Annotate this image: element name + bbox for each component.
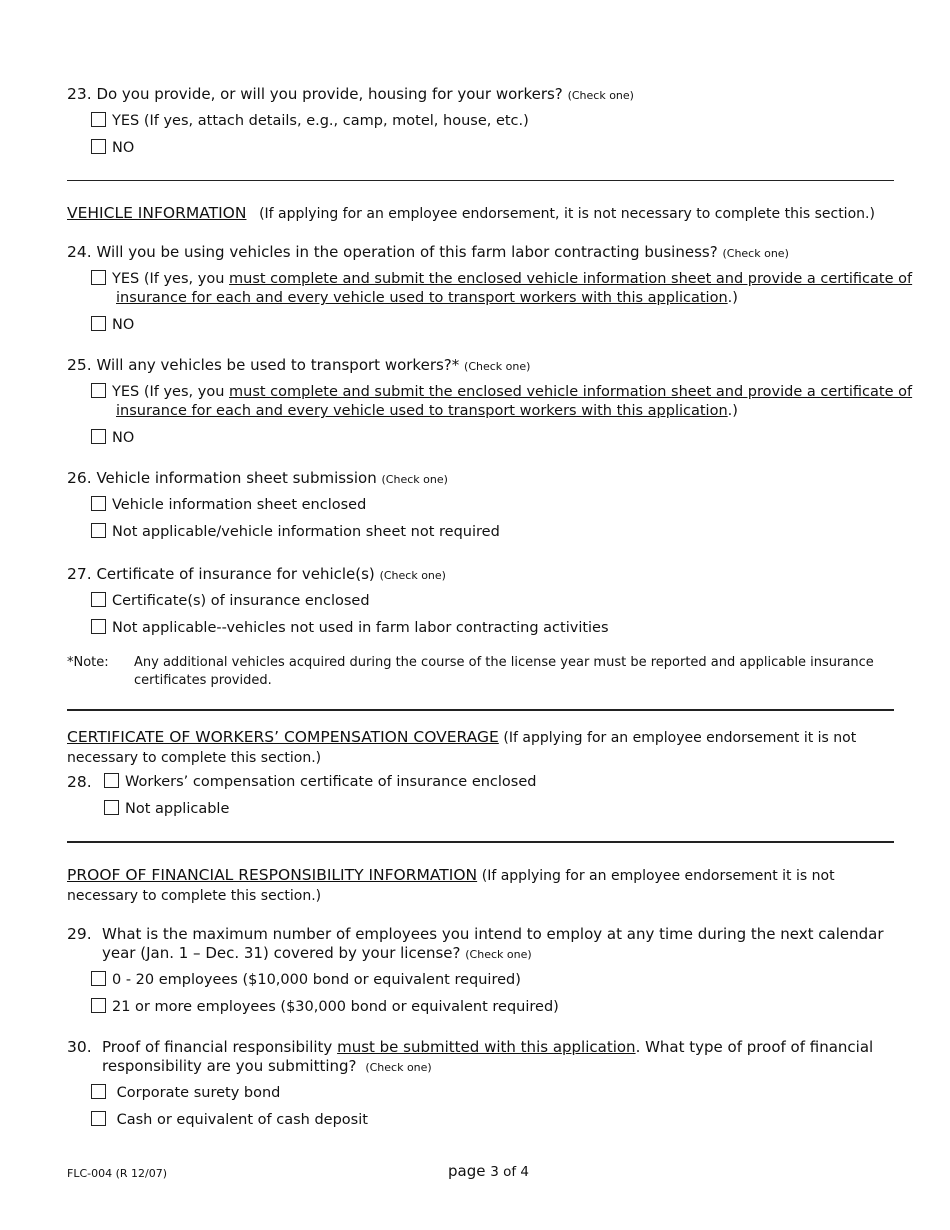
option-label: Certificate(s) of insurance enclosed xyxy=(112,593,370,609)
check-one-hint: (Check one) xyxy=(464,360,531,373)
question-24 xyxy=(67,243,894,263)
option-requirement: must complete and submit the enclosed vehicle information sheet and provide a certificate of insurance for each and every vehicle used to transport workers with this application xyxy=(116,271,913,306)
q27-option-not-applicable[interactable] xyxy=(91,619,894,638)
checkbox[interactable] xyxy=(91,592,106,607)
question-25 xyxy=(67,356,894,376)
option-label: YES (If yes, you xyxy=(112,384,230,400)
question-23 xyxy=(67,85,894,105)
page-number xyxy=(448,1162,529,1180)
divider xyxy=(67,709,894,711)
checkbox[interactable] xyxy=(91,496,106,511)
option-suffix: .) xyxy=(727,290,738,306)
check-one-hint: (Check one) xyxy=(381,473,448,486)
q23-option-no[interactable] xyxy=(91,139,894,158)
checkbox[interactable] xyxy=(91,971,106,986)
checkbox[interactable] xyxy=(91,429,106,444)
question-number: 23. xyxy=(67,85,92,103)
option-label: Corporate surety bond xyxy=(116,1085,281,1101)
section-heading: VEHICLE INFORMATION xyxy=(67,204,247,222)
section-subtitle: (If applying for an employee endorsement it is not necessary to complete this section.) xyxy=(67,868,835,904)
question-number: 28. xyxy=(67,773,92,791)
check-one-hint: (Check one) xyxy=(567,89,634,102)
note-text: Any additional vehicles acquired during the course of the license year must be reported and applicable insurance certificates provided. xyxy=(134,655,874,688)
question-27 xyxy=(67,565,894,585)
checkbox[interactable] xyxy=(104,773,119,788)
section-heading: PROOF OF FINANCIAL RESPONSIBILITY INFORMATION xyxy=(67,866,478,884)
question-number: 25. xyxy=(67,356,92,374)
checkbox[interactable] xyxy=(91,316,106,331)
option-label: Vehicle information sheet enclosed xyxy=(112,497,367,513)
question-number: 30. xyxy=(67,1038,92,1056)
checkbox[interactable] xyxy=(91,523,106,538)
section-subtitle: (If applying for an employee endorsement, it is not necessary to complete this section.) xyxy=(259,206,875,222)
option-requirement: must complete and submit the enclosed vehicle information sheet and provide a certificate of insurance for each and every vehicle used to transport workers with this application xyxy=(116,384,913,419)
divider xyxy=(67,841,894,843)
note-label: *Note: xyxy=(67,655,109,670)
q29-option-0-20[interactable] xyxy=(91,971,894,990)
checkbox[interactable] xyxy=(91,1084,106,1099)
question-number: 26. xyxy=(67,469,92,487)
option-label: YES (If yes, you xyxy=(112,271,230,287)
q24-option-yes[interactable] xyxy=(91,270,919,308)
question-text: Will you be using vehicles in the operation of this farm labor contracting business? xyxy=(96,243,718,261)
question-29 xyxy=(67,925,894,964)
option-label: Not applicable/vehicle information sheet not required xyxy=(112,524,500,540)
question-text: What is the maximum number of employees you intend to employ at any time during the next calendar year (Jan. 1 – Dec. 31) covered by your license? xyxy=(102,925,884,962)
option-label: Not applicable xyxy=(125,801,230,817)
checkbox[interactable] xyxy=(91,270,106,285)
section-heading: CERTIFICATE OF WORKERS’ COMPENSATION COVERAGE xyxy=(67,728,499,746)
question-requirement: must be submitted with this application xyxy=(337,1038,636,1056)
check-one-hint: (Check one) xyxy=(722,247,789,260)
financial-section-header xyxy=(67,865,894,906)
divider xyxy=(67,180,894,181)
question-text: Vehicle information sheet submission xyxy=(96,469,377,487)
vehicle-section-header xyxy=(67,204,894,222)
question-26 xyxy=(67,469,894,489)
option-label: 0 - 20 employees ($10,000 bond or equivalent required) xyxy=(112,972,521,988)
q30-option-surety-bond[interactable] xyxy=(91,1084,894,1103)
checkbox[interactable] xyxy=(91,998,106,1013)
question-30 xyxy=(67,1038,894,1077)
option-label: 21 or more employees ($30,000 bond or equivalent required) xyxy=(112,999,559,1015)
q26-option-not-applicable[interactable] xyxy=(91,523,894,542)
question-text: Do you provide, or will you provide, housing for your workers? xyxy=(96,85,563,103)
checkbox[interactable] xyxy=(91,1111,106,1126)
question-text: Will any vehicles be used to transport workers?* xyxy=(96,356,460,374)
q27-option-enclosed[interactable] xyxy=(91,592,894,611)
option-label: Workers’ compensation certificate of insurance enclosed xyxy=(125,774,537,790)
option-label: NO xyxy=(112,140,135,156)
question-text-end: . What type of proof of financial responsibility are you submitting? xyxy=(102,1038,874,1075)
vehicle-note xyxy=(67,654,894,690)
q24-option-no[interactable] xyxy=(91,316,894,335)
question-text: Certificate of insurance for vehicle(s) xyxy=(96,565,375,583)
q29-option-21-plus[interactable] xyxy=(91,998,894,1017)
q28-option-enclosed[interactable] xyxy=(104,773,907,792)
option-label: NO xyxy=(112,430,135,446)
q25-option-yes[interactable] xyxy=(91,383,919,421)
section-subtitle: (If applying for an employee endorsement it is not necessary to complete this section.) xyxy=(67,730,857,766)
check-one-hint: (Check one) xyxy=(379,569,446,582)
checkbox[interactable] xyxy=(91,619,106,634)
checkbox[interactable] xyxy=(91,112,106,127)
option-label: Not applicable--vehicles not used in farm labor contracting activities xyxy=(112,620,609,636)
page-word: page xyxy=(448,1162,486,1180)
checkbox[interactable] xyxy=(104,800,119,815)
q26-option-enclosed[interactable] xyxy=(91,496,894,515)
question-number: 24. xyxy=(67,243,92,261)
question-number: 27. xyxy=(67,565,92,583)
option-suffix: .) xyxy=(727,403,738,419)
q25-option-no[interactable] xyxy=(91,429,894,448)
question-text: Proof of financial responsibility xyxy=(102,1038,338,1056)
form-id: FLC-004 (R 12/07) xyxy=(67,1167,168,1180)
check-one-hint: (Check one) xyxy=(365,1061,432,1074)
option-label: NO xyxy=(112,317,135,333)
page-count: 3 of 4 xyxy=(490,1164,530,1180)
workers-comp-section-header xyxy=(67,727,894,768)
option-label: Cash or equivalent of cash deposit xyxy=(116,1112,368,1128)
question-number: 29. xyxy=(67,925,92,943)
q30-option-cash-deposit[interactable] xyxy=(91,1111,894,1130)
checkbox[interactable] xyxy=(91,383,106,398)
q28-option-not-applicable[interactable] xyxy=(104,800,907,819)
option-label: YES (If yes, attach details, e.g., camp, motel, house, etc.) xyxy=(112,113,529,129)
check-one-hint: (Check one) xyxy=(465,948,532,961)
q23-option-yes[interactable] xyxy=(91,112,894,131)
checkbox[interactable] xyxy=(91,139,106,154)
